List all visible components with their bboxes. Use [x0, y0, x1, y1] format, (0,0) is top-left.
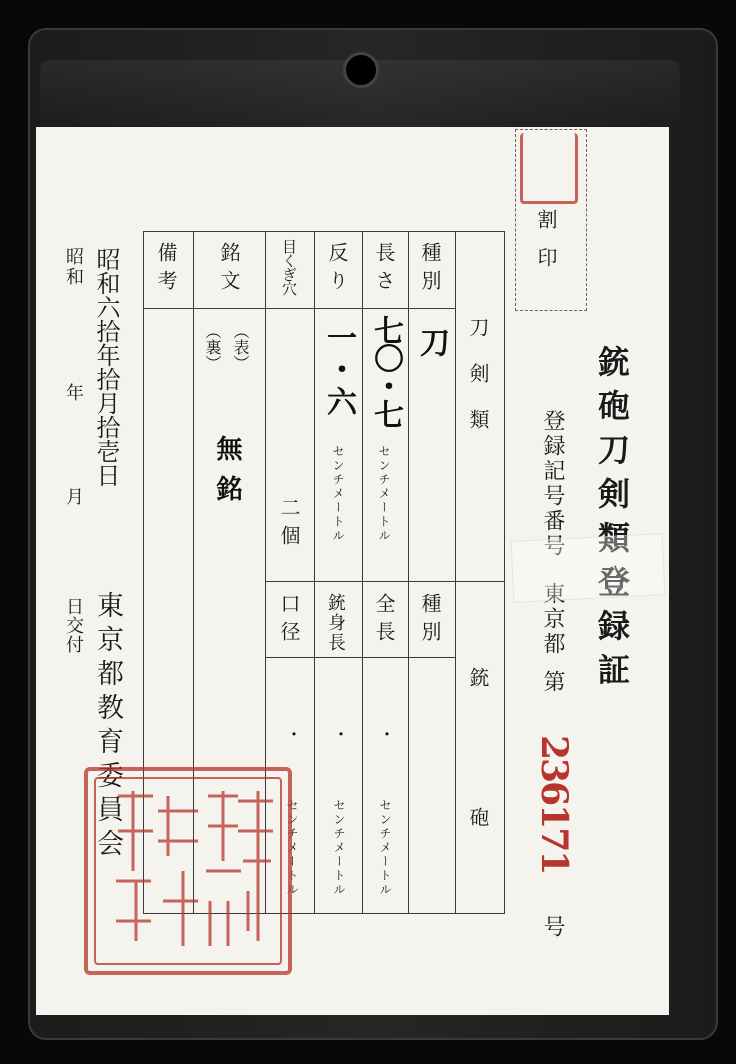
remarks-header: 備考	[154, 242, 178, 298]
type-header: 種別	[418, 242, 442, 298]
issue-month: 月	[63, 487, 84, 505]
gun-barrel-unit: センチメートル	[332, 799, 346, 897]
gun-barrel-header: 銃身長	[325, 593, 346, 653]
dai-label: 第	[540, 670, 565, 692]
gun-bore-header: 口径	[277, 593, 301, 649]
issue-year: 年	[63, 383, 84, 401]
gun-total-unit: センチメートル	[378, 799, 392, 897]
issue-date: 昭和六拾年拾月拾壱日	[92, 247, 120, 487]
hanging-hole	[343, 52, 379, 88]
inscription-value: 無銘	[212, 435, 242, 515]
length-value: 七〇・七	[368, 315, 403, 427]
table-top-border	[143, 231, 505, 232]
col-line-3	[314, 231, 315, 914]
curve-unit: センチメートル	[331, 445, 345, 543]
category-sword: 刀剣類	[466, 317, 490, 455]
holes-header: 目くぎ穴	[280, 239, 298, 295]
wari-in-label: 割印	[534, 209, 558, 285]
type-value: 刀	[414, 327, 449, 357]
curve-value: 一・六	[321, 322, 356, 418]
length-unit: センチメートル	[377, 445, 391, 543]
issuer-city: 東京都	[540, 582, 565, 657]
issuing-authority: 東京都教育委員会	[92, 591, 123, 863]
holes-value: 二個	[277, 497, 301, 553]
issue-era: 昭和	[63, 247, 84, 287]
curve-header: 反り	[325, 242, 349, 298]
section-divider	[265, 581, 505, 582]
table-right-border	[504, 231, 505, 914]
official-seal-stamp	[84, 767, 292, 975]
registration-number: 236171	[533, 735, 575, 874]
certificate-title: 銃砲刀剣類登録証	[593, 345, 631, 697]
gun-type-header: 種別	[418, 593, 442, 649]
category-gun: 銃砲	[466, 667, 490, 947]
gun-barrel-value: ・	[329, 725, 350, 743]
gun-bore-value: ・	[282, 725, 303, 743]
tape-strip	[510, 533, 665, 603]
half-seal-stamp	[520, 133, 578, 204]
gun-bore-unit: センチメートル	[285, 799, 299, 897]
registration-certificate	[36, 127, 669, 1015]
issue-day: 日交付	[63, 597, 84, 654]
inscription-ura: （裏）	[203, 323, 222, 371]
col-line-5	[408, 231, 409, 914]
col-line-4	[362, 231, 363, 914]
gun-header-row-line	[265, 657, 455, 658]
gun-total-value: ・	[375, 725, 396, 743]
inscription-omote: （表）	[231, 323, 250, 371]
registration-label: 登録記号番号	[540, 409, 565, 559]
col-line-6	[455, 231, 456, 914]
inscription-header: 銘文	[217, 242, 241, 298]
gun-total-header: 全長	[372, 593, 396, 649]
length-header: 長さ	[372, 242, 396, 298]
go-label: 号	[540, 915, 565, 937]
seal-glyph-marks	[88, 771, 288, 971]
